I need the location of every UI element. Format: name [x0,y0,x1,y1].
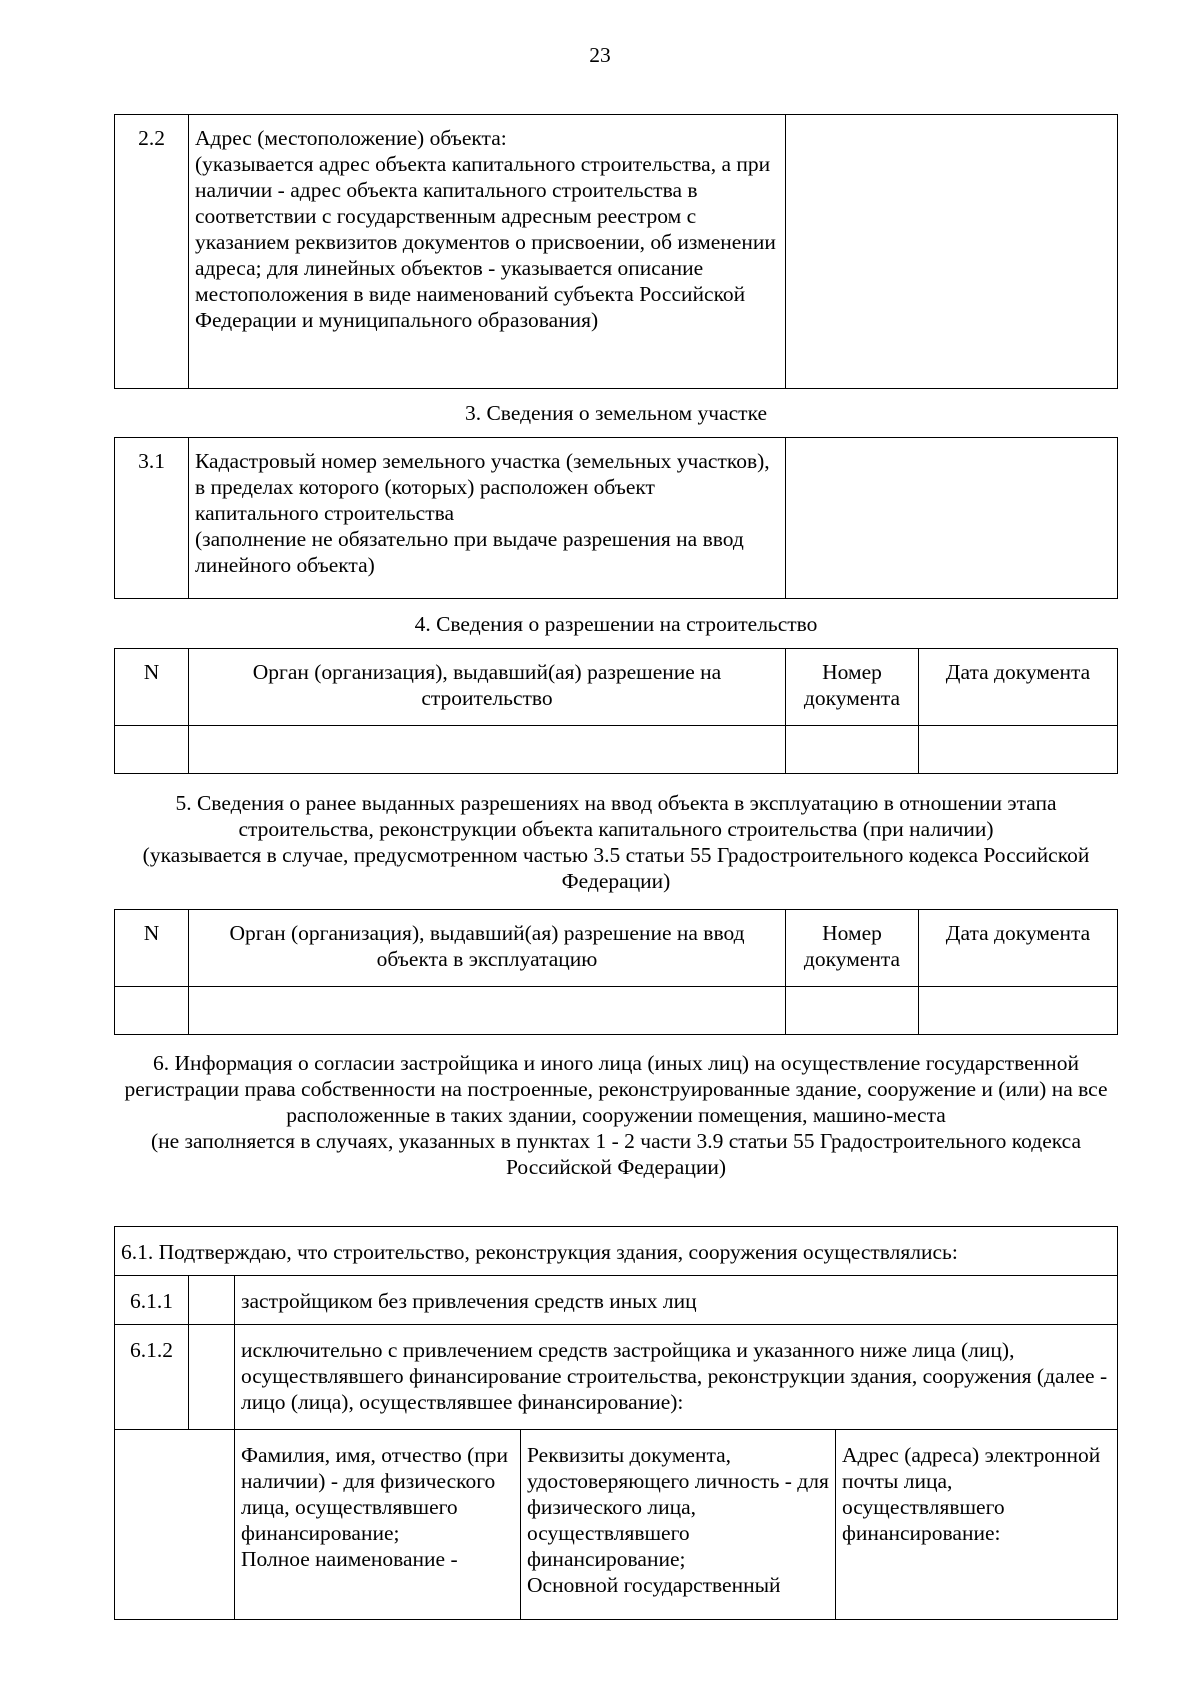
empty-cell[interactable] [786,726,919,774]
page-number: 23 [589,43,611,67]
column-header: Дата документа [919,649,1118,726]
row-number: 2.2 [115,115,189,389]
empty-cell[interactable] [115,726,189,774]
option-label: исключительно с привлечением средств застройщика и указанного ниже лица (лиц), осуществлявшего финансирование строительства, реконструкции здания, сооружения (далее - лицо (лица), осуществлявшее финансирование): [235,1325,1118,1430]
section-6-title: 6. Информация о согласии застройщика и иного лица (иных лиц) на осуществление государственной регистрации права собственности на построенные, реконструированные здание, сооружение и (или) на все расположенные в таких здании, сооружении помещения, машино-места (не заполняется в случаях, указанных в пунктах 1 - 2 части 3.9 статьи 55 Градостроительного кодекса Российской Федерации) [124,1051,1108,1179]
investor-email-header: Адрес (адреса) электронной почты лица, осуществлявшего финансирование: [836,1430,1118,1620]
column-header: Орган (организация), выдавший(ая) разрешение на ввод объекта в эксплуатацию [189,910,786,987]
table-row [115,1325,1118,1430]
column-header: Номер документа [786,649,919,726]
column-header: N [115,910,189,987]
row-label: Адрес (местоположение) объекта: (указывается адрес объекта капитального строительства, а при наличии - адрес объекта капитального строительства в соответствии с государственным адресным реестром с указанием реквизитов документов о присвоении, об изменении адреса; для линейных объектов - указывается описание местоположения в виде наименований субъекта Российской Федерации и муниципального образования) [189,115,786,389]
table-row [115,726,1118,774]
section-4-title: 4. Сведения о разрешении на строительство [414,612,818,636]
investor-name-header: Фамилия, имя, отчество (при наличии) - для физического лица, осуществлявшего финансирование; Полное наименование - [235,1430,521,1620]
empty-cell[interactable] [919,726,1118,774]
column-header: Дата документа [919,910,1118,987]
previous-permits-table [114,909,1118,1035]
confirm-statement: 6.1. Подтверждаю, что строительство, реконструкция здания, сооружения осуществлялись: [115,1227,1118,1276]
table-row [115,1227,1118,1276]
table-row [115,1276,1118,1325]
address-value-cell[interactable] [786,115,1118,389]
consent-table [114,1226,1118,1620]
column-header: N [115,649,189,726]
empty-cell[interactable] [189,726,786,774]
option-number: 6.1.1 [115,1276,189,1325]
investor-id-doc-header: Реквизиты документа, удостоверяющего личность - для физического лица, осуществлявшего финансирование; Основной государственный [521,1430,836,1620]
column-header: Орган (организация), выдавший(ая) разрешение на строительство [189,649,786,726]
option-number: 6.1.2 [115,1325,189,1430]
empty-cell[interactable] [786,987,919,1035]
row-number: 3.1 [115,438,189,599]
empty-cell[interactable] [115,987,189,1035]
investor-header-row [115,1430,1118,1620]
table-row [115,438,1118,599]
section-3-title: 3. Сведения о земельном участке [464,401,768,425]
column-header: Номер документа [786,910,919,987]
table-header-row [115,649,1118,726]
land-plot-table [114,437,1118,599]
option-checkbox-cell[interactable] [189,1325,235,1430]
option-checkbox-cell[interactable] [189,1276,235,1325]
empty-cell [115,1430,235,1620]
cadastral-value-cell[interactable] [786,438,1118,599]
row-label: Кадастровый номер земельного участка (земельных участков), в пределах которого (которых) расположен объект капитального строительства (заполнение не обязательно при выдаче разрешения на ввод линейного объекта) [189,438,786,599]
table-header-row [115,910,1118,987]
address-table [114,114,1118,389]
table-row [115,115,1118,389]
section-5-title: 5. Сведения о ранее выданных разрешениях на ввод объекта в эксплуатацию в отношении этапа строительства, реконструкции объекта капитального строительства (при наличии) (указывается в случае, предусмотренном частью 3.5 статьи 55 Градостроительного кодекса Российской Федерации) [142,791,1090,893]
empty-cell[interactable] [919,987,1118,1035]
option-label: застройщиком без привлечения средств иных лиц [235,1276,1118,1325]
building-permit-table [114,648,1118,774]
empty-cell[interactable] [189,987,786,1035]
table-row [115,987,1118,1035]
